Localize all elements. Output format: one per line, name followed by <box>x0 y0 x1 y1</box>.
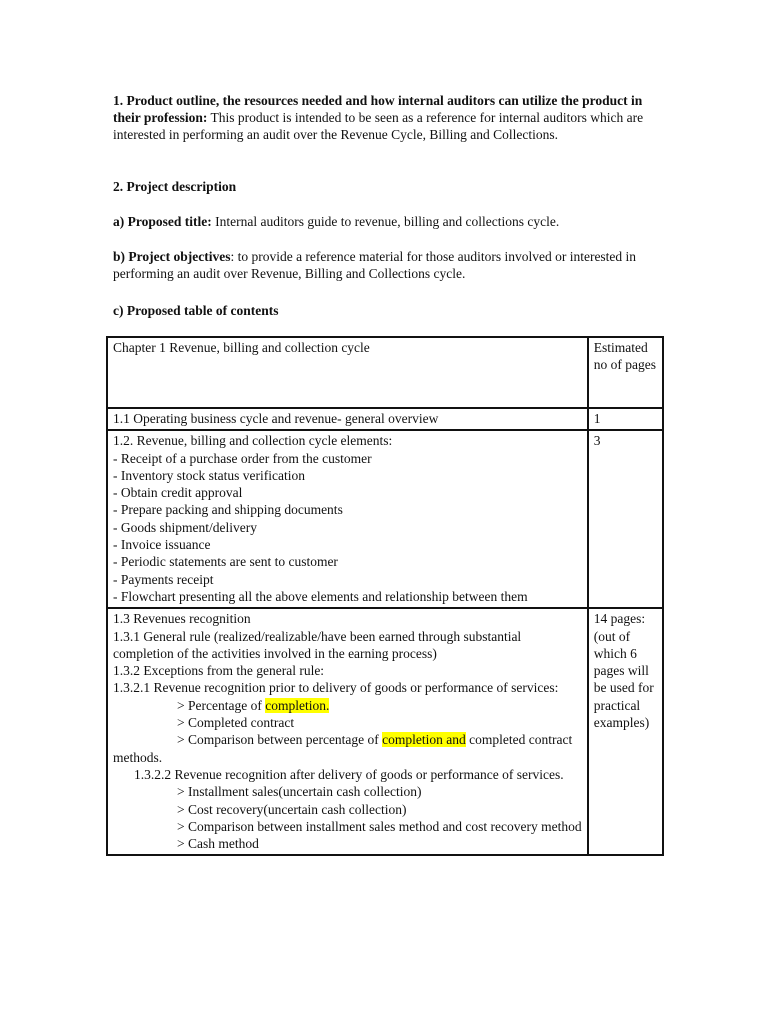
project-objectives-text: : to provide a reference material for those auditors involved or interested in performing an audit over Revenue, Billing and Collections cycle. <box>113 249 637 281</box>
estimated-pages-header: Estimated no of pages <box>588 337 663 408</box>
list-item: - Payments receipt <box>113 571 214 587</box>
exceptions-heading: 1.3.2 Exceptions from the general rule: <box>113 663 325 679</box>
list-item: > Completed contract <box>177 715 295 731</box>
subsection-1-3-2-1: 1.3.2.1 Revenue recognition prior to delivery of goods or performance of services: <box>113 680 559 696</box>
section-1-body: This product is intended to be seen as a reference for internal auditors which are interested in performing an audit over the Revenue Cycle, Billing and Collections. <box>113 110 644 142</box>
row-1-3-title: 1.3 Revenues recognition <box>113 611 251 627</box>
list-item: - Invoice issuance <box>113 537 211 553</box>
row-1-2-pages: 3 <box>588 430 663 608</box>
list-item: - Prepare packing and shipping documents <box>113 502 343 518</box>
row-1-2-title: 1.2. Revenue, billing and collection cycle elements: <box>113 433 393 449</box>
list-item: - Periodic statements are sent to customer <box>113 554 338 570</box>
table-header-row <box>107 337 663 408</box>
list-item: > Comparison between installment sales method and cost recovery method <box>177 818 582 834</box>
list-item: > Cost recovery(uncertain cash collection) <box>177 801 407 817</box>
project-objectives-label: b) Project objectives <box>113 249 231 264</box>
list-item: > Cash method <box>177 836 259 852</box>
list-item: - Receipt of a purchase order from the customer <box>113 450 372 466</box>
highlighted-text: completion and <box>382 732 466 748</box>
row-1-1-text: 1.1 Operating business cycle and revenue- general overview <box>107 408 588 430</box>
list-item: - Obtain credit approval <box>113 485 243 501</box>
general-rule-text: 1.3.1 General rule (realized/realizable/have been earned through substantial completion of the activities involved in the earning process) <box>113 628 522 661</box>
row-1-3-pages: 14 pages: (out of which 6 pages will be used for practical examples) <box>588 608 663 855</box>
list-item: > Percentage of completion. <box>177 697 330 713</box>
proposed-title-paragraph <box>113 213 653 230</box>
table-row <box>107 608 663 855</box>
toc-heading: c) Proposed table of contents <box>113 303 279 318</box>
chapter-title-cell: Chapter 1 Revenue, billing and collection cycle <box>107 337 588 408</box>
table-of-contents <box>106 336 664 856</box>
list-item: > Comparison between percentage of completion and completed contract methods. <box>113 732 573 765</box>
proposed-title-label: a) Proposed title: <box>113 214 212 229</box>
row-1-3-content <box>107 608 588 855</box>
subsection-1-3-2-2: 1.3.2.2 Revenue recognition after delivery of goods or performance of services. <box>134 766 564 782</box>
project-objectives-paragraph <box>113 248 653 282</box>
row-1-1-pages: 1 <box>588 408 663 430</box>
section-2-heading: 2. Project description <box>113 179 237 194</box>
highlighted-text: completion. <box>265 697 330 713</box>
list-item: - Inventory stock status verification <box>113 467 305 483</box>
proposed-title-text: Internal auditors guide to revenue, billing and collections cycle. <box>211 214 560 229</box>
list-item: - Flowchart presenting all the above elements and relationship between them <box>113 588 528 604</box>
section-1-paragraph <box>113 92 653 143</box>
list-item: > Installment sales(uncertain cash collection) <box>177 784 422 800</box>
section-1-heading: 1. Product outline, the resources needed and how internal auditors can utilize the product in their profession: <box>113 93 643 125</box>
table-row <box>107 430 663 608</box>
table-row <box>107 408 663 430</box>
list-item: - Goods shipment/delivery <box>113 519 257 535</box>
row-1-2-content <box>107 430 588 608</box>
